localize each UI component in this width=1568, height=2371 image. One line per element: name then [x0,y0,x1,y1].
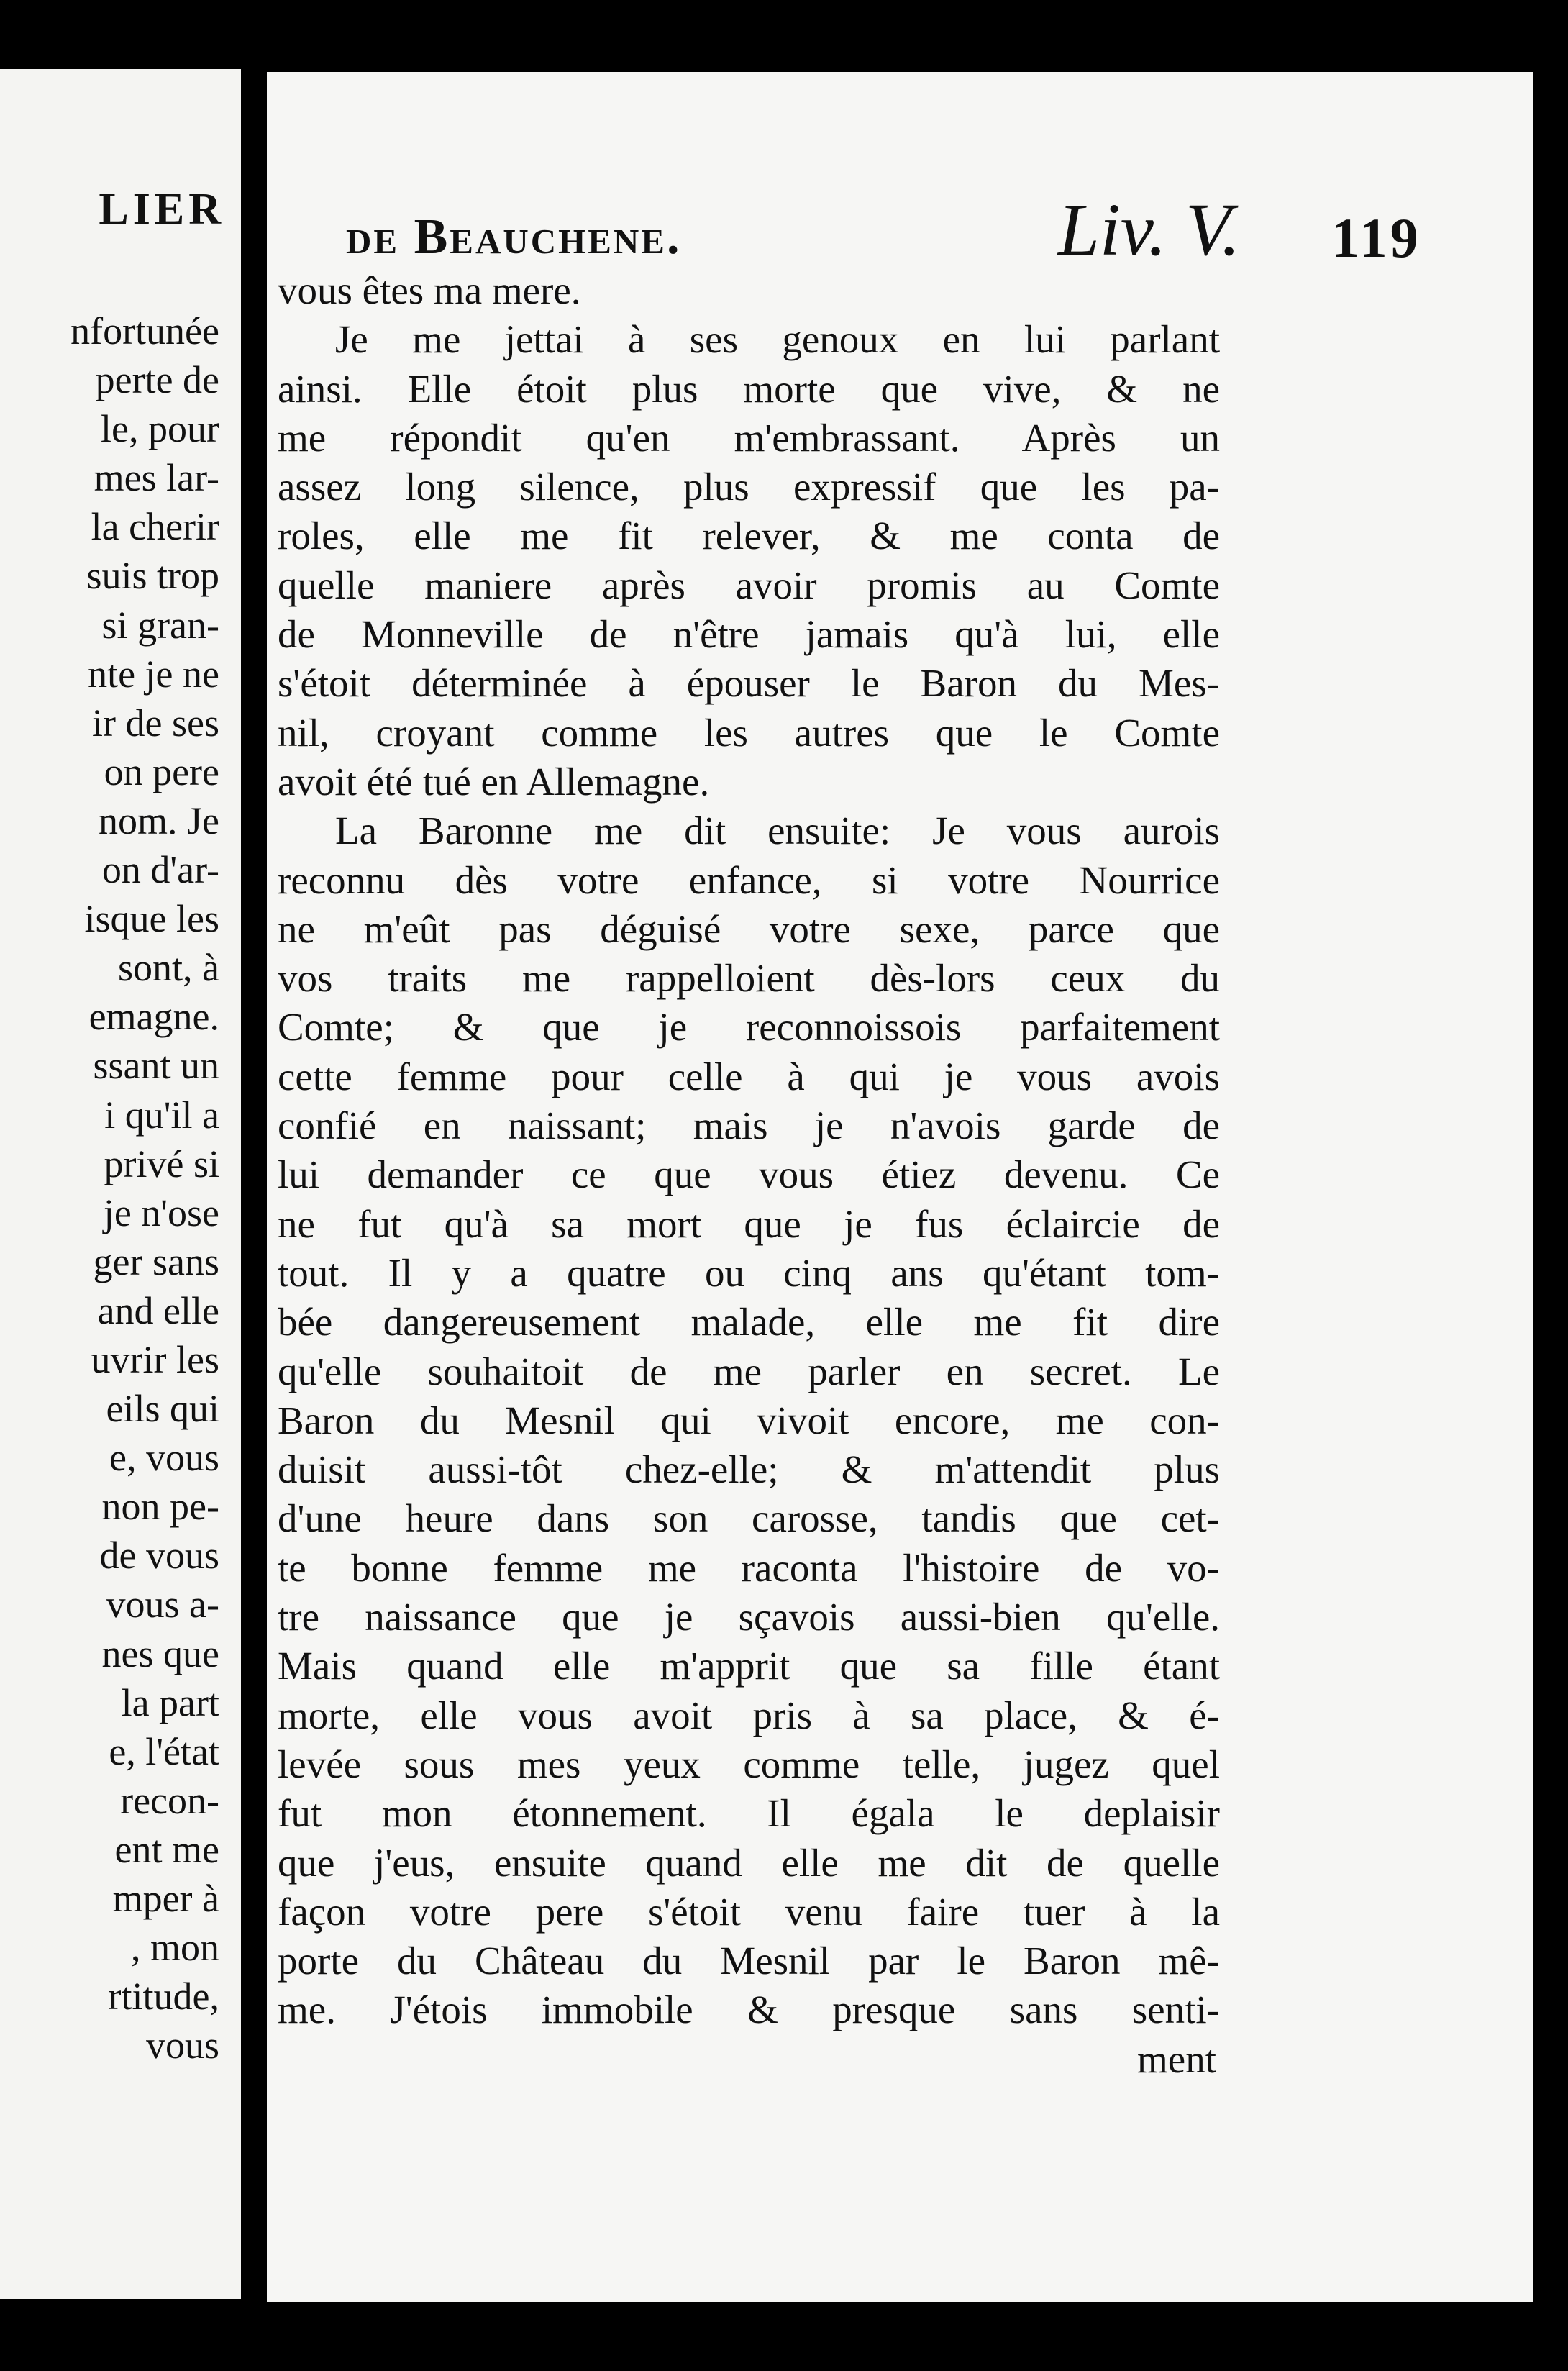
text-line: Je me jettai à ses genoux en lui parlant [335,317,1220,362]
left-text-line: uvrir les [91,1337,219,1381]
left-text-line: la cherir [91,505,219,549]
running-head-book: Liv. V. [1058,188,1241,271]
left-page-text [70,306,219,2070]
body-text [278,266,1220,2084]
left-text-line: privé si [104,1142,219,1186]
left-text-line: ssant un [93,1044,219,1088]
left-text-line: vous a- [106,1583,219,1626]
text-line: Mais quand elle m'apprit que sa fille étant [278,1644,1220,1688]
text-line: lui demander ce que vous étiez devenu. Ce [278,1152,1220,1197]
text-line: ne fut qu'à sa mort que je fus éclaircie de [278,1201,1220,1246]
text-line: levée sous mes yeux comme telle, jugez quel [278,1742,1220,1786]
text-line: qu'elle souhaitoit de me parler en secret. Le [278,1349,1220,1393]
text-line: de Monneville de n'être jamais qu'à lui, elle [278,612,1220,657]
left-text-line: ent me [114,1827,219,1871]
text-line: assez long silence, plus expressif que les pa- [278,465,1220,509]
left-text-line: nte je ne [88,652,219,696]
left-text-line: sont, à [118,946,219,990]
left-text-line: eils qui [106,1387,219,1431]
text-line: me répondit qu'en m'embrassant. Après un [278,415,1220,460]
running-head-title: de Beauchene. [346,209,682,265]
left-text-line: suis trop [86,554,219,598]
left-text-line: i qu'il a [104,1093,219,1137]
left-text-line: vous [145,2024,219,2067]
left-text-line: on pere [104,750,219,793]
text-line: ne m'eût pas déguisé votre sexe, parce que [278,906,1220,951]
left-text-line: non pe- [101,1485,219,1529]
left-text-line: and elle [97,1288,219,1332]
left-text-line: si gran- [101,603,219,647]
text-line: Baron du Mesnil qui vivoit encore, me con- [278,1398,1220,1442]
left-text-line: perte de [95,358,219,402]
text-line: reconnu dès votre enfance, si votre Nourrice [278,857,1220,902]
left-text-line: nfortunée [70,309,219,352]
page-gutter [241,58,267,2324]
text-line: tre naissance que je sçavois aussi-bien qu'elle. [278,1595,1220,1639]
left-text-line: rtitude, [108,1975,219,2019]
text-line: cette femme pour celle à qui je vous avois [278,1054,1220,1098]
text-line: façon votre pere s'étoit venu faire tuer à la [278,1889,1220,1934]
left-text-line: nom. Je [99,798,219,842]
left-text-line: le, pour [101,407,219,451]
left-text-line: isque les [84,897,219,941]
left-text-line: recon- [120,1778,219,1822]
left-text-line: emagne. [88,995,219,1039]
text-line: confié en naissant; mais je n'avois garde de [278,1103,1220,1148]
left-text-line: , mon [130,1926,219,1970]
left-text-line: de vous [99,1534,219,1578]
left-running-head: LIER [99,185,225,234]
text-line: tout. Il y a quatre ou cinq ans qu'étant tom- [278,1250,1220,1295]
left-text-line: e, l'état [109,1729,219,1773]
right-page [267,72,1533,2302]
text-line: te bonne femme me raconta l'histoire de vo- [278,1545,1220,1590]
page-number: 119 [1331,206,1421,269]
text-line: La Baronne me dit ensuite: Je vous aurois [335,809,1220,853]
left-text-line: e, vous [109,1436,219,1480]
left-text-line: ger sans [93,1239,219,1283]
left-text-line: on d'ar- [101,848,219,892]
left-page [0,69,241,2299]
text-line: fut mon étonnement. Il égala le deplaisir [278,1791,1220,1836]
text-line: morte, elle vous avoit pris à sa place, & é- [278,1693,1220,1737]
text-line: Comte; & que je reconnoissois parfaitement [278,1005,1220,1050]
text-line: quelle maniere après avoir promis au Comte [278,563,1220,607]
text-line: me. J'étois immobile & presque sans senti- [278,1988,1220,2032]
text-line: ainsi. Elle étoit plus morte que vive, & ne [278,366,1220,411]
text-line: roles, elle me fit relever, & me conta de [278,514,1220,558]
left-text-line: je n'ose [103,1191,219,1234]
text-line: porte du Château du Mesnil par le Baron mê- [278,1939,1220,1983]
left-text-line: mes lar- [94,456,219,500]
text-line: nil, croyant comme les autres que le Comte [278,710,1220,755]
left-text-line: nes que [101,1632,219,1675]
text-line: que j'eus, ensuite quand elle me dit de quelle [278,1840,1220,1885]
text-line: avoit été tué en Allemagne. [278,759,710,804]
left-text-line: ir de ses [92,701,219,745]
text-line: vous êtes ma mere. [278,268,581,312]
left-text-line: mper à [112,1877,219,1920]
text-line: bée dangereusement malade, elle me fit dire [278,1300,1220,1344]
text-line: duisit aussi-tôt chez-elle; & m'attendit plus [278,1447,1220,1492]
text-line: d'une heure dans son carosse, tandis que cet- [278,1496,1220,1541]
left-text-line: la part [121,1680,219,1724]
text-line: vos traits me rappelloient dès-lors ceux du [278,956,1220,1001]
catchword: ment [1137,2036,1216,2081]
text-line: s'étoit déterminée à épouser le Baron du Mes- [278,661,1220,706]
